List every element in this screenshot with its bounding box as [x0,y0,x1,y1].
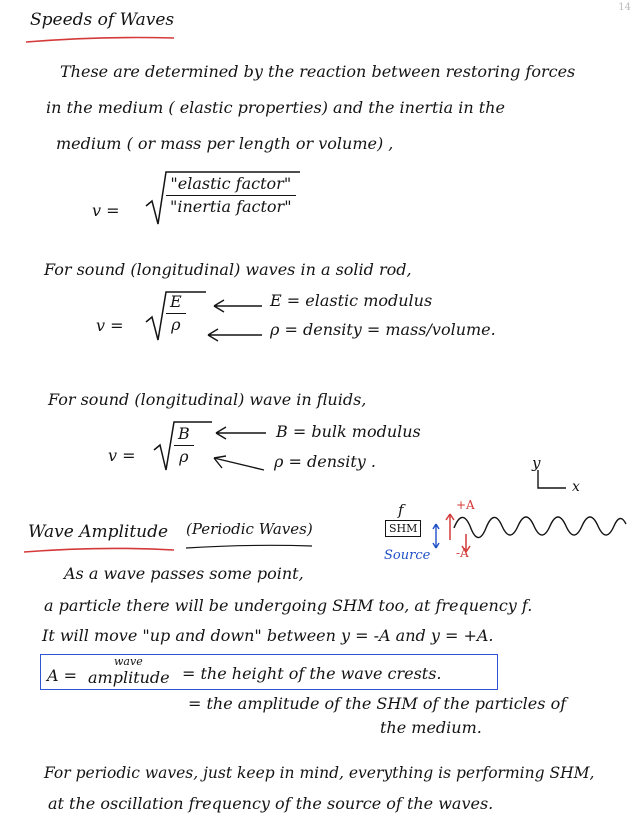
solid-rod-note-2: ρ = density = mass/volume. [270,320,496,339]
general-denominator: "inertia factor" [166,195,296,215]
blue-double-arrow [433,524,439,548]
amplitude-title: Wave Amplitude [28,522,169,542]
intro-line-3: medium ( or mass per length or volume) , [56,134,394,153]
plus-a-label: +A [456,498,475,512]
fluids-heading: For sound (longitudinal) wave in fluids, [48,390,367,409]
shm-box-label: SHM [389,522,418,535]
fluids-arrow-b [216,427,266,439]
definition-word: amplitude [88,668,170,687]
fluids-radical [154,422,212,470]
amplitude-subtitle: (Periodic Waves) [186,520,313,538]
formula-lhs: v = [92,201,120,220]
fluids-arrow-rho [214,456,264,470]
title-underline [26,38,174,43]
minus-a-label: -A [456,546,469,560]
solid-rod-note-1: E = elastic modulus [270,291,433,310]
amplitude-subtitle-underline [186,545,312,548]
solid-rod-denominator: ρ [166,313,186,333]
general-radical [146,172,300,224]
solid-rod-arrow-rho [208,329,262,341]
axis-x-label: x [572,479,580,495]
amplitude-line-3: It will move "up and down" between y = -A and y = +A. [42,626,494,645]
source-label: Source [384,548,431,563]
general-numerator: "elastic factor" [170,174,292,193]
amplitude-third-line: the medium. [380,718,482,737]
amplitude-line-1: As a wave passes some point, [64,564,304,583]
solid-rod-numerator: E [170,292,182,311]
closing-line-2: at the oscillation frequency of the source of the waves. [48,794,494,813]
red-arrow-down [462,534,470,552]
wave-curve [454,517,626,538]
definition-rhs: = the height of the wave crests. [182,664,442,683]
intro-line-1: These are determined by the reaction between restoring forces [60,62,576,81]
axes-corner [538,470,566,488]
solid-rod-lhs: v = [96,316,124,335]
fluids-numerator: B [178,424,190,443]
diagram-frequency-label: f [398,501,404,519]
axis-y-label: y [532,454,541,472]
definition-lhs: A = [47,666,78,685]
fluids-lhs: v = [108,446,136,465]
closing-line-1: For periodic waves, just keep in mind, everything is performing SHM, [44,764,595,782]
solid-rod-arrow-e [214,300,262,312]
page-title: Speeds of Waves [30,10,175,30]
definition-word-above: wave [114,655,143,668]
page-number: 14 [618,2,631,13]
amplitude-second-line: = the amplitude of the SHM of the particles of [188,694,567,713]
amplitude-line-2: a particle there will be undergoing SHM too, at frequency f. [44,596,533,615]
fluids-note-2: ρ = density . [274,452,376,471]
solid-rod-heading: For sound (longitudinal) waves in a solid rod, [44,260,412,279]
fluids-denominator: ρ [174,445,194,465]
solid-rod-radical [146,292,206,340]
intro-line-2: in the medium ( elastic properties) and the inertia in the [46,98,505,117]
fluids-note-1: B = bulk modulus [276,422,421,441]
amplitude-title-underline [24,548,174,552]
